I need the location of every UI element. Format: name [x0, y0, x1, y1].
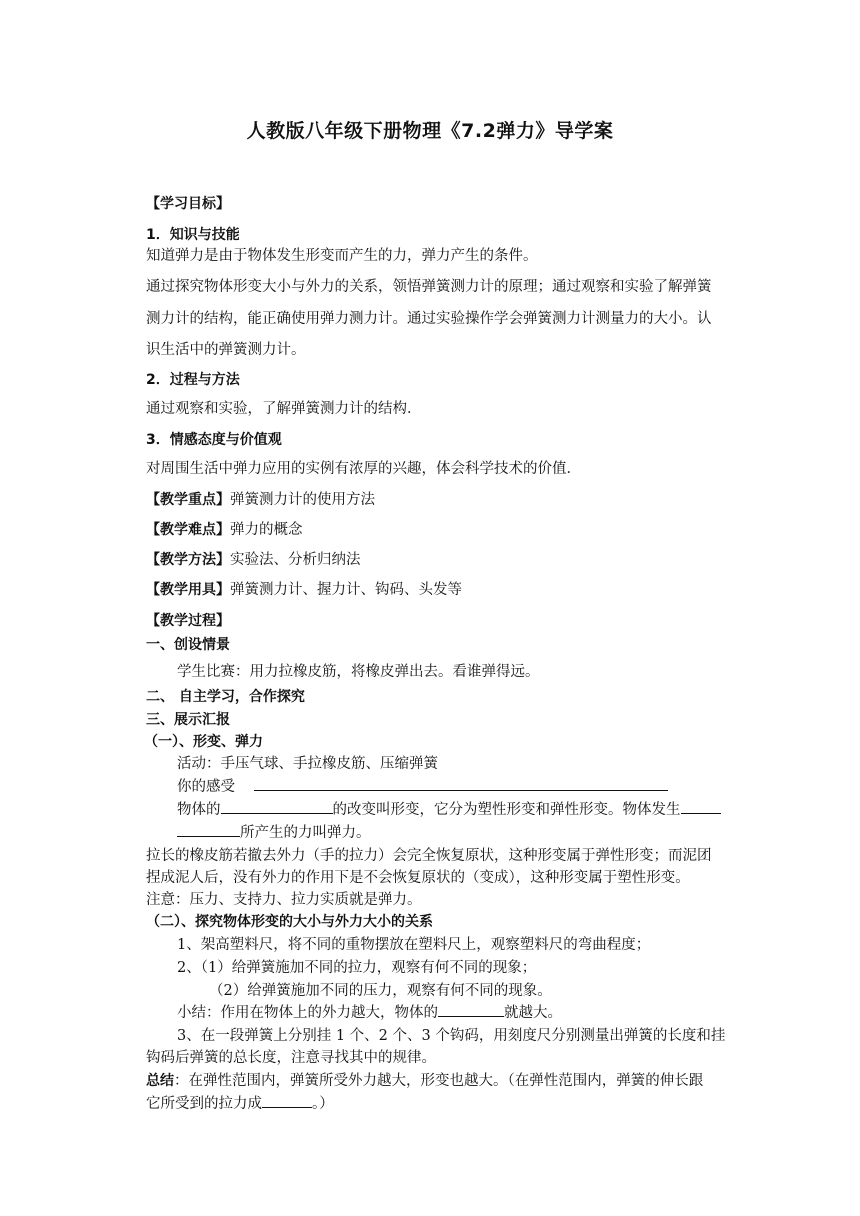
knowledge-line-3: 测力计的结构，能正确使用弹力测力计。通过实验操作学会弹簧测力计测量力的大小。认 [146, 311, 712, 327]
sub2-item-2: 2、（1）给弹簧施加不同的拉力，观察有何不同的现象； [177, 960, 537, 976]
sub1-activity: 活动：手压气球、手拉橡皮筋、压缩弹簧 [177, 756, 438, 772]
sub2-summary-small [177, 1002, 777, 1024]
summary-line-1 [146, 1070, 746, 1092]
summary-label: 总结 [146, 1073, 174, 1089]
teaching-method-text: 实验法、分析归纳法 [230, 552, 361, 568]
sub1-feel [177, 776, 777, 798]
part1-text: 学生比赛：用力拉橡皮筋，将橡皮弹出去。看谁弹得远。 [177, 664, 540, 680]
process-method-heading: 2．过程与方法 [146, 372, 240, 388]
knowledge-line-1: 知道弹力是由于物体发生形变而产生的力，弹力产生的条件。 [146, 248, 538, 264]
teaching-difficulty [146, 519, 746, 541]
summary-line-2 [146, 1093, 746, 1115]
sub2-item-1: 1、架高塑料尺，将不同的重物摆放在塑料尺上，观察塑料尺的弯曲程度； [177, 937, 651, 953]
sub2-item-3-line-2: 钩码后弹簧的总长度，注意寻找其中的规律。 [146, 1050, 436, 1066]
part2-heading: 二、 自主学习，合作探究 [146, 689, 305, 705]
knowledge-line-4: 识生活中的弹簧测力计。 [146, 342, 306, 358]
teaching-method-label: 【教学方法】 [146, 552, 230, 568]
sub1-heading: （一）、形变、弹力 [144, 734, 263, 750]
objectives-heading: 【学习目标】 [146, 196, 230, 212]
teaching-difficulty-label: 【教学难点】 [146, 522, 230, 538]
proportion-blank [262, 1093, 312, 1108]
teaching-tools [146, 579, 746, 601]
deformation-blank [221, 799, 333, 814]
sub1-def-part-a: 物体的 [177, 802, 221, 818]
knowledge-line-2: 通过探究物体形变大小与外力的关系，领悟弹簧测力计的原理；通过观察和实验了解弹簧 [146, 279, 712, 295]
sub1-paragraph-line-1: 拉长的橡皮筋若撤去外力（手的拉力）会完全恢复原状，这种形变属于弹性形变；而泥团 [146, 848, 712, 864]
summary-part-a: ：在弹性范围内，弹簧所受外力越大，形变也越大。（在弹性范围内，弹簧的伸长跟 [174, 1073, 704, 1089]
sub2-small-part-b: 就越大。 [504, 1005, 562, 1021]
sub1-definition [177, 799, 777, 821]
sub2-item-3-line-1: 3、在一段弹簧上分别挂 1 个、2 个、3 个钩码，用刻度尺分别测量出弹簧的长度和挂 [177, 1028, 726, 1044]
teaching-difficulty-text: 弹力的概念 [230, 522, 303, 538]
summary-part-b: 它所受到的拉力成 [146, 1096, 262, 1112]
teaching-focus [146, 489, 746, 511]
teaching-focus-label: 【教学重点】 [146, 492, 230, 508]
feel-blank [254, 776, 668, 791]
teaching-tools-text: 弹簧测力计、握力计、钩码、头发等 [230, 582, 462, 598]
teaching-tools-label: 【教学用具】 [146, 582, 230, 598]
sub2-heading: （二）、探究物体形变的大小与外力大小的关系 [146, 914, 433, 930]
deformation-amount-blank [438, 1002, 504, 1017]
knowledge-skills-heading: 1．知识与技能 [146, 227, 240, 243]
attitude-heading: 3．情感态度与价值观 [146, 432, 282, 448]
elastic-deformation-blank-2 [177, 822, 240, 837]
part1-heading: 一、创设情景 [146, 637, 230, 653]
sub1-definition-cont [177, 822, 777, 844]
sub1-note: 注意：压力、支持力、拉力实质就是弹力。 [146, 892, 422, 908]
sub2-small-part-a: 小结：作用在物体上的外力越大，物体的 [177, 1005, 438, 1021]
teaching-focus-text: 弹簧测力计的使用方法 [230, 492, 375, 508]
sub1-feel-label: 你的感受 [177, 779, 235, 795]
document-title: 人教版八年级下册物理《7.2弹力》导学案 [246, 120, 614, 142]
attitude-line: 对周围生活中弹力应用的实例有浓厚的兴趣，体会科学技术的价值． [146, 461, 581, 477]
process-method-line: 通过观察和实验，了解弹簧测力计的结构． [146, 401, 422, 417]
sub1-def-part-c: 所产生的力叫弹力。 [240, 825, 371, 841]
sub1-paragraph-line-2: 捏成泥人后，没有外力的作用下是不会恢复原状的（变成），这种形变属于塑性形变。 [146, 870, 690, 886]
teaching-method [146, 549, 746, 571]
teaching-process-heading: 【教学过程】 [146, 613, 230, 629]
summary-part-c: 。） [312, 1096, 334, 1112]
elastic-deformation-blank-1 [681, 799, 721, 814]
sub1-def-part-b: 的改变叫形变，它分为塑性形变和弹性形变。物体发生 [332, 802, 681, 818]
part3-heading: 三、展示汇报 [146, 712, 230, 728]
sub2-item-2b: （2）给弹簧施加不同的压力，观察有何不同的现象。 [209, 983, 552, 999]
